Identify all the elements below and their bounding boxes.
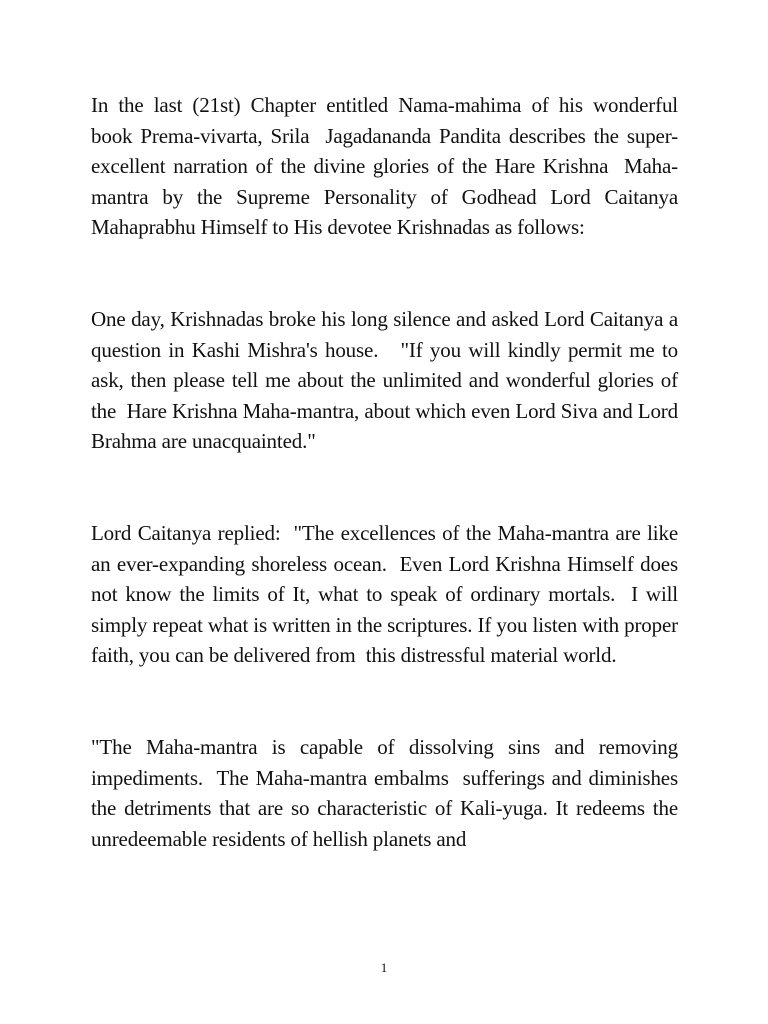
paragraph-2: One day, Krishnadas broke his long silence and asked Lord Caitanya a question in Kashi Mishra's house. "If you will kindly permit me to ask, then please tell me about the unlimited and wonderful glories of the Hare Krishna Maha-mantra, about which even Lord Siva and Lord Brahma are unacquainted." bbox=[91, 306, 684, 454]
paragraph-4: "The Maha-mantra is capable of dissolving sins and removing impediments. The Maha-mantra embalms sufferings and diminishes the detriments that are so characteristic of Kali-yuga. It redeems the unredeemable residents of hellish planets and bbox=[91, 734, 689, 851]
body-text bbox=[91, 90, 689, 915]
paragraph-3: Lord Caitanya replied: "The excellences of the Maha-mantra are like an ever-expanding shoreless ocean. Even Lord Krishna Himself does not know the limits of It, what to speak of ordinary mortals. I will simply repeat what is written in the scriptures. If you listen with proper faith, you can be delivered from this distressful material world. bbox=[91, 520, 689, 668]
page-number: 1 bbox=[380, 960, 388, 975]
paragraph-1: In the last (21st) Chapter entitled Nama-mahima of his wonderful book Prema-vivarta, Srila Jagadananda Pandita describes the super-excellent narration of the divine glories of the Hare Krishna Maha-mantra by the Supreme Personality of Godhead Lord Caitanya Mahaprabhu Himself to His devotee Krishnadas as follows: bbox=[91, 93, 684, 240]
